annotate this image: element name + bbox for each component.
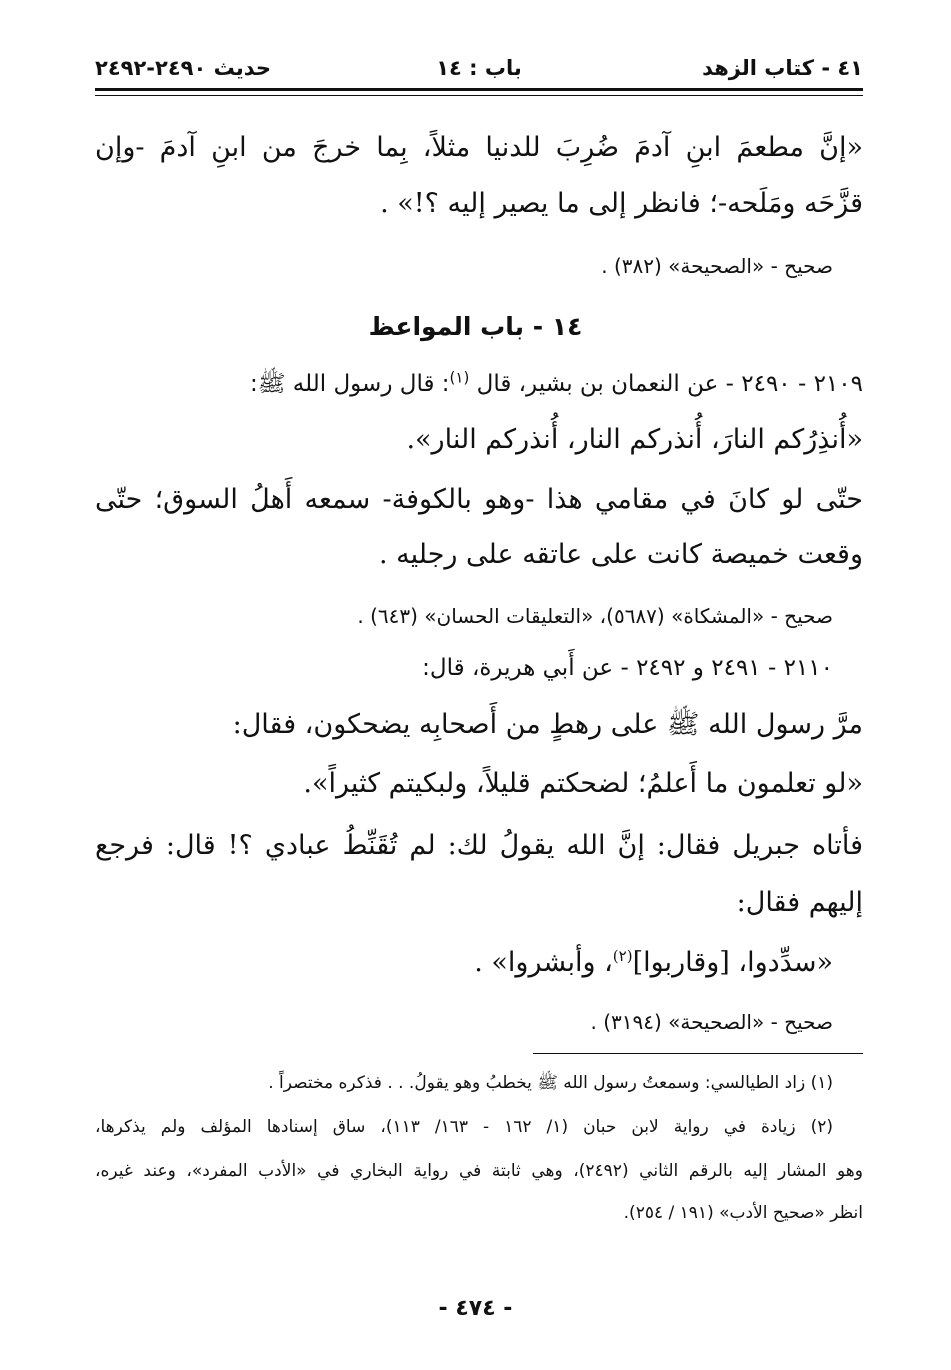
source-citation: صحيح - «الصحيحة» (٣٨٢) . [601,254,833,278]
text-line: «إنَّ مطعمَ ابنِ آدمَ ضُرِبَ للدنيا مثلاً، بِما خرجَ من ابنِ آدمَ -وإن [95,132,863,163]
text-line: فأتاه جبريل فقال: إنَّ الله يقولُ لك: لم تُقَنِّطُ عبادي ؟! قال: فرجع [95,830,863,861]
source-citation: صحيح - «الصحيحة» (٣١٩٤) . [590,1010,833,1034]
footnote-2-line: انظر «صحيح الأدب» (١٩١ / ٢٥٤). [623,1203,863,1223]
footnote-2-line: (٢) زيادة في رواية لابن حبان (١/ ١٦٢ - ١٦٣/ ١١٣)، ساق إسنادها المؤلف ولم يذكرها، [95,1117,834,1137]
text-line: إليهم فقال: [736,887,863,918]
footnote-1: (١) زاد الطيالسي: وسمعتُ رسول الله ﷺ يخطبُ وهو يقولُ. . . فذكره مختصراً . [268,1073,833,1093]
text-line: مرَّ رسول الله ﷺ على رهطٍ من أَصحابِه يضحكون، فقال: [232,709,863,740]
text-line: وقعت خميصة كانت على عاتقه على رجليه . [379,539,863,570]
text-segment: ، وأبشروا» . [474,947,613,978]
header-rule-thick [95,88,863,91]
source-citation: صحيح - «المشكاة» (٥٦٨٧)، «التعليقات الحسان» (٦٤٣) . [357,604,833,628]
text-line [474,943,833,983]
running-header [95,52,863,88]
footnote-2-line: وهو المشار إليه بالرقم الثاني (٢٤٩٢)، وهي ثابتة في رواية البخاري في «الأدب المفرد»، وعند غيره، [95,1161,863,1181]
page-number: - ٤٧٤ - [438,1296,513,1321]
text-line: «لو تعلمون ما أَعلمُ؛ لضحكتم قليلاً، ولبكيتم كثيراً». [303,768,863,799]
hadith-number: ٢١٠٩ - ٢٤٩٠ - عن النعمان بن بشير، قال [476,371,863,397]
footnote-marker: (٢) [612,947,633,965]
header-rule-thin [95,95,863,96]
header-section: باب : ١٤ [436,56,522,80]
footnote-rule [533,1053,863,1054]
text-line: حتّى لو كانَ في مقامي هذا -وهو بالكوفة- سمعه أَهلُ السوق؛ حتّى [95,484,863,515]
text-segment: «سدِّدوا، [وقاربوا] [632,947,833,978]
section-heading: ١٤ - باب المواعظ [368,312,583,341]
text-line: «أُنذِرُكم النارَ، أُنذركم النار، أُنذركم النار». [406,424,863,455]
header-hadith-range: حديث ٢٤٩٠-٢٤٩٢ [95,56,271,80]
hadith-header [250,364,863,404]
header-chapter: ٤١ - كتاب الزهد [702,56,863,80]
hadith-header-tail: : قال رسول الله ﷺ: [249,371,450,397]
hadith-header: ٢١١٠ - ٢٤٩١ و ٢٤٩٢ - عن أَبي هريرة، قال: [422,655,833,681]
footnote-marker: (١) [449,368,470,387]
text-line: قزَّحَه ومَلَحه-؛ فانظر إلى ما يصير إليه ؟!» . [380,188,863,219]
